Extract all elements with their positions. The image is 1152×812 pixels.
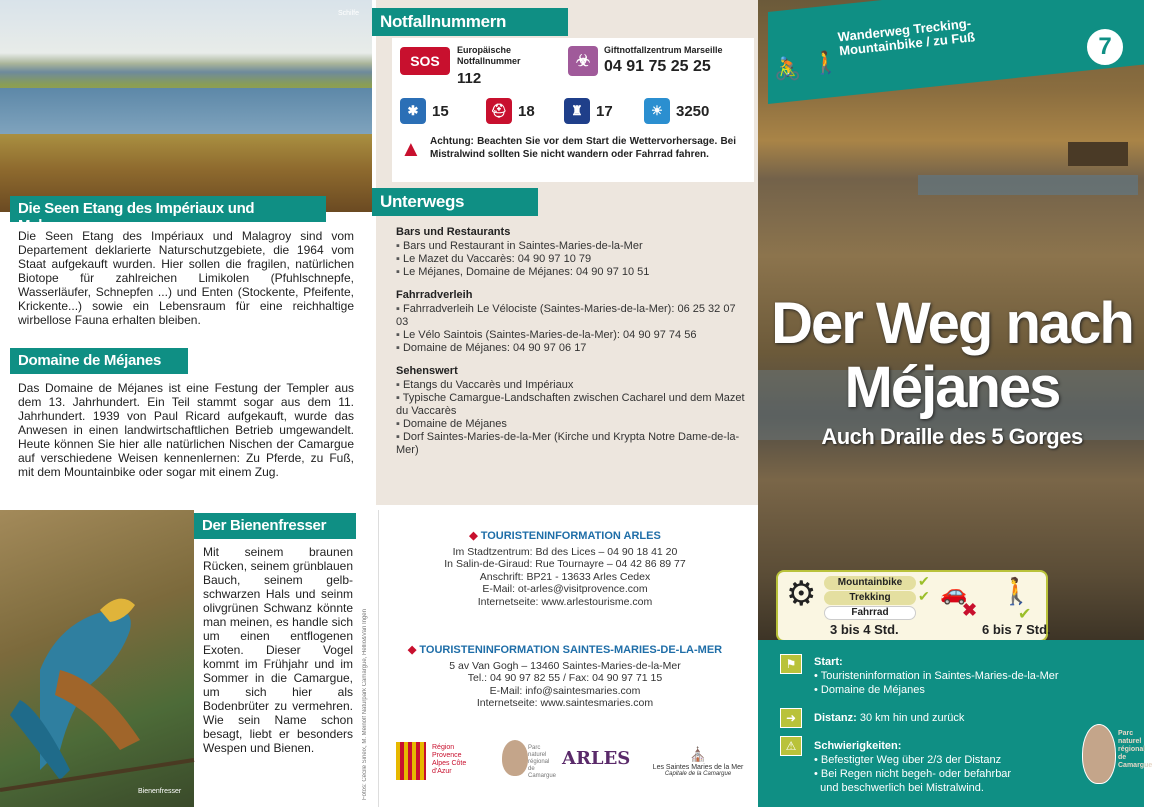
- unterwegs-list: [396, 226, 748, 457]
- checkmarks-icon: ✔ ✔: [918, 573, 930, 604]
- parc-logo-right-text: Parc naturel régional de Camargue: [1118, 730, 1152, 769]
- reed-photo-caption: Schilfe: [338, 10, 360, 17]
- smm-info-title: [390, 644, 740, 657]
- smm-info-heading: TOURISTENINFORMATION SAINTES-MARIES-DE-LA-MER: [419, 644, 723, 656]
- euro-emergency-number: 112: [457, 70, 482, 87]
- medical-icon: ✱: [400, 98, 426, 124]
- smm-info: [390, 644, 740, 710]
- group-sights: [396, 365, 748, 457]
- list-item: ▪ Typische Camargue-Landschaften zwischen Cacharel und dem Mazet du Vaccarès: [396, 392, 748, 418]
- smm-logo-text: Les Saintes Maries de la Mer: [652, 764, 744, 771]
- section-title-bee-eater: Der Bienenfresser: [194, 513, 356, 539]
- poison-center-label: Giftnotfallzentrum Marseille: [604, 45, 723, 55]
- region-logo-text: Région Provence Alpes Côte d'Azur: [432, 744, 467, 775]
- smm-info-website[interactable]: Internetseite: www.saintesmaries.com: [476, 697, 654, 709]
- arles-info-line: Im Stadtzentrum: Bd des Lices – 04 90 18 41 20: [452, 545, 678, 558]
- bee-eater-caption: Bienenfresser: [138, 788, 182, 795]
- list-item: ▪ Etangs du Vaccarès und Impériaux: [396, 379, 748, 392]
- fire-number: 18: [518, 102, 535, 120]
- list-item: ▪ Le Méjanes, Domaine de Méjanes: 04 90 97 10 51: [396, 266, 748, 279]
- difficulty-item: • Bei Regen nicht begeh- oder befahrbar: [814, 768, 1012, 780]
- fire-icon: ⛑: [486, 98, 512, 124]
- sos-icon: SOS: [400, 47, 450, 75]
- photo-credits: Fotos: Cécile Sirieix, M. Meinolf Naturpark Camargue, Hellio&Van Ingen: [362, 609, 368, 800]
- difficulty-item: • Befestigter Weg über 2/3 der Distanz: [814, 754, 1002, 766]
- distance-label: Distanz:: [814, 712, 857, 724]
- smm-info-email[interactable]: E-Mail: info@saintesmaries.com: [489, 684, 641, 697]
- route-number-badge: 7: [1084, 26, 1126, 68]
- euro-emergency-label: Europäische Notfallnummer: [457, 45, 521, 66]
- arles-info-heading: TOURISTENINFORMATION ARLES: [480, 530, 661, 542]
- list-item: ▪ Le Vélo Saintois (Saintes-Maries-de-la-Mer): 04 90 97 74 56: [396, 329, 748, 342]
- arles-info-line: In Salin-de-Giraud: Rue Tournayre – 04 42 86 89 77: [444, 558, 686, 570]
- info-icon: ◆: [469, 530, 481, 542]
- weather-warning: Achtung: Beachten Sie vor dem Start die Wettervorhersage. Bei Mistralwind sollten Sie nicht wandern oder Fahrrad fahren.: [430, 136, 736, 160]
- group-bars: [396, 226, 748, 279]
- arles-info-title: [390, 530, 740, 543]
- poison-icon: ☣: [568, 46, 598, 76]
- bike-hike-icon: 🚴: [774, 56, 802, 81]
- list-item: ▪ Dorf Saintes-Maries-de-la-Mer (Kirche und Krypta Notre Dame-de-la-Mer): [396, 431, 748, 457]
- group-title: Sehenswert: [396, 365, 458, 377]
- start-label: Start:: [814, 656, 843, 668]
- info-icon: ◆: [407, 644, 420, 656]
- mode-fahrrad: Fahrrad: [824, 606, 916, 620]
- police-icon: ♜: [564, 98, 590, 124]
- start-icon: ⚑: [780, 654, 802, 674]
- walker-check-icon: ✔: [1018, 606, 1032, 623]
- route-title-line2: Méjanes: [844, 355, 1060, 420]
- list-item: ▪ Le Mazet du Vaccarès: 04 90 97 10 79: [396, 253, 748, 266]
- smm-logo-subtext: Capitale de la Camargue: [664, 771, 732, 777]
- route-subtitle: Auch Draille des 5 Gorges: [821, 424, 1083, 449]
- walk-time: 6 bis 7 Std.: [982, 622, 1051, 637]
- arles-logo: ARLES: [562, 748, 631, 769]
- distance-icon: ➜: [780, 708, 802, 728]
- reed-photo: [0, 0, 372, 212]
- arles-info-line: Anschrift: BP21 - 13633 Arles Cedex: [479, 570, 651, 583]
- list-item: ▪ Domaine de Méjanes: 04 90 97 06 17: [396, 342, 748, 355]
- unterwegs-title: Unterwegs: [372, 188, 538, 216]
- police-number: 17: [596, 102, 613, 120]
- car-icon: 🚗: [940, 580, 968, 605]
- difficulty-label: Schwierigkeiten:: [814, 740, 902, 752]
- mode-trekking: Trekking: [824, 591, 916, 605]
- difficulty-item: und beschwerlich bei Mistralwind.: [814, 782, 984, 794]
- church-icon: ⛪: [689, 746, 707, 762]
- group-title: Fahrradverleih: [396, 289, 473, 301]
- poison-center-number: 04 91 75 25 25: [604, 58, 711, 75]
- route-title: [766, 292, 1138, 420]
- route-title-line1: Der Weg nach: [771, 291, 1133, 356]
- arles-info-website[interactable]: Internetseite: www.arlestourisme.com: [477, 595, 653, 608]
- section-text-bee-eater: Mit seinem braunen Rücken, seinem grünblauen Bauch, seinem gelb-schwarzen Hals und seinm olivgrünen Schwanz könnte man meinen, es handle sich um einen entflogenen Exoten. Dieser Vogel kommt im Frühjahr und im Sommer in die Camargue, um sich hier als Bodenbrüter zu vermehren. Wie sein Name schon besagt, liebt er besonders Wespen und Bienen.: [203, 545, 353, 755]
- list-item: ▪ Fahrradverleih Le Vélociste (Saintes-Maries-de-la-Mer): 06 25 32 07 03: [396, 303, 748, 329]
- section-text-lakes: Die Seen Etang des Impériaux und Malagroy sind vom Departement deklarierte Naturschutzgebiete, die 1964 vom Staat aufgekauft wurden. Hier sollen die fragilen, natürlichen Biotope für zahlreichen Limikolen (Pfuhlschnepfe, Wasserläufer, Schnepfen ...) und Enten (Stockente, Pfeifente, Krickente...) sowie ein Lebensraum für eine reichhaltige wirbellose Fauna erhalten bleiben.: [18, 229, 354, 327]
- walker-icon: 🚶: [1000, 576, 1033, 606]
- route-banner-text: Wanderweg Trecking-Mountainbike / zu Fuß: [836, 15, 976, 59]
- medical-number: 15: [432, 102, 449, 120]
- group-bike-rental: [396, 289, 748, 355]
- mode-mountainbike: Mountainbike: [824, 576, 916, 590]
- group-title: Bars und Restaurants: [396, 226, 511, 238]
- warning-icon: ▲: [400, 136, 422, 161]
- no-car-icon: ✖: [962, 600, 978, 620]
- weather-number: 3250: [676, 102, 710, 120]
- list-item: ▪ Domaine de Méjanes: [396, 418, 748, 431]
- bike-time: 3 bis 4 Std.: [830, 622, 899, 637]
- weather-icon: ☀: [644, 98, 670, 124]
- emergency-title: Notfallnummern: [372, 8, 568, 36]
- wheel-icon: ⚙: [786, 575, 817, 613]
- parc-logo-text: Parc naturel régional de Camargue: [528, 745, 557, 779]
- section-title-mejanes: Domaine de Méjanes: [10, 348, 188, 374]
- section-text-mejanes: Das Domaine de Méjanes ist eine Festung der Templer aus dem 13. Jahrhundert. Ein Teil stammt sogar aus dem 11. Jahrhundert. 1939 von Paul Ricard aufgekauft, wurde das Anwesen in einen landwirtschaftlichen Betrieb umgewandelt. Heute können Sie hier alle natürlichen Nischen der Camargue auf verschiedene Weisen kennenlernen: Zu Pferde, zu Fuß, mit dem Mountainbike oder sogar mit einem Zug.: [18, 381, 354, 479]
- arles-info-email[interactable]: E-Mail: ot-arles@visitprovence.com: [482, 583, 648, 595]
- region-logo-icon: [396, 742, 426, 780]
- section-title-lakes: Die Seen Etang des Impériaux und Malagroy: [10, 196, 326, 222]
- bee-eater-photo: [0, 510, 194, 807]
- parc-logo-icon: [502, 740, 528, 776]
- hiker-icon: 🚶: [812, 50, 840, 75]
- difficulty-icon: ⚠: [780, 736, 802, 756]
- parc-logo-right-icon: [1082, 724, 1116, 784]
- distance-value: 30 km hin und zurück: [859, 712, 965, 724]
- start-item: • Domaine de Méjanes: [814, 684, 925, 696]
- smm-info-line: Tel.: 04 90 97 82 55 / Fax: 04 90 97 71 15: [467, 672, 663, 684]
- distance: [814, 712, 964, 725]
- list-item: ▪ Bars und Restaurant in Saintes-Maries-de-la-Mer: [396, 240, 748, 253]
- arles-info: [390, 530, 740, 608]
- smm-logo: [652, 746, 744, 777]
- smm-info-line: 5 av Van Gogh – 13460 Saintes-Maries-de-la-Mer: [449, 659, 681, 672]
- start-item: • Touristeninformation in Saintes-Maries-de-la-Mer: [814, 670, 1059, 682]
